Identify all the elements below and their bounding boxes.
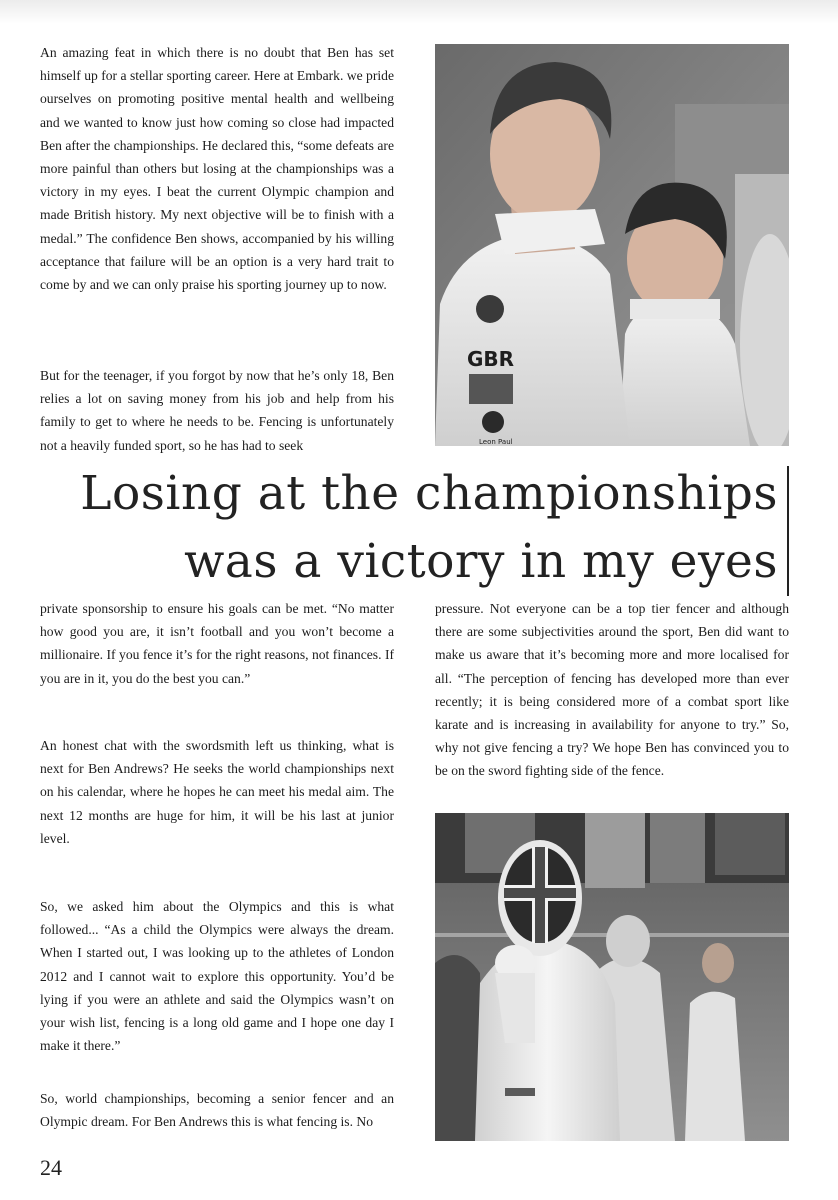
photo-fencers-portrait xyxy=(435,44,789,446)
article-paragraph-1: An amazing feat in which there is no doubt that Ben has set himself up for a stellar sporting career. Here at Embark. we pride ourselves on promoting positive mental health and wellbeing and we wanted to know just how coming so close had impacted Ben after the championships. He declared this, “some defeats are more painful than others but losing at the championships was a victory in my eyes. I beat the current Olympic champion and made British history. My next objective will be to finish with a medal.” The confidence Ben shows, accompanied by his willing acceptance that failure will be an option is a very hard trait to come by and we can only praise his sporting journey up to now. xyxy=(40,45,394,293)
photo-fencers-portrait-graphic xyxy=(435,44,789,446)
article-paragraph-5: So, we asked him about the Olympics and this is what followed... “As a child the Olympics were always the dream. When I started out, I was looking up to the athletes of London 2012 and I cannot wait to explore this opportunity. You’d be lying if you were an athlete and said the Olympics wasn’t on your wish list, fencing is a long old game and I hope one day I make it there.” xyxy=(40,899,394,1054)
photo-fencer-mask-graphic xyxy=(435,813,789,1141)
article-paragraph-2: But for the teenager, if you forgot by now that he’s only 18, Ben relies a lot on saving money from his job and help from his family to get to where he needs to be. Fencing is unfortunately not a heavily funded sport, so he has had to seek xyxy=(40,368,394,453)
article-paragraph-7: pressure. Not everyone can be a top tier fencer and although there are some subjectivities around the sport, Ben did want to make us aware that it’s becoming more and more localised for all. “The perception of fencing has developed more than ever recently; it is being considered more of a combat sport like karate and is increasing in availability for anyone to try.” So, why not give fencing a try? We hope Ben has convinced you to be on the sword fighting side of the fence. xyxy=(435,601,789,779)
article-paragraph-6: So, world championships, becoming a senior fencer and an Olympic dream. For Ben Andrews this is what fencing is. No xyxy=(40,1091,394,1130)
article-paragraph-4: An honest chat with the swordsmith left us thinking, what is next for Ben Andrews? He seeks the world championships next on his calendar, where he hopes he can meet his medal aim. The next 12 months are huge for him, it will be his last at junior level. xyxy=(40,738,394,846)
pull-quote-rule xyxy=(787,466,789,596)
photo-fencer-mask xyxy=(435,813,789,1141)
page-top-shadow xyxy=(0,0,838,24)
article-paragraph-3: private sponsorship to ensure his goals can be met. “No matter how good you are, it isn’t football and you won’t become a millionaire. If you fence it’s for the right reasons, not finances. If you are in it, you do the best you can.” xyxy=(40,601,394,686)
page-number: 24 xyxy=(40,1155,62,1180)
jacket-badge-text: Leon Paul xyxy=(479,438,513,446)
pull-quote-line-1: Losing at the championships xyxy=(80,466,778,521)
jacket-gbr-text: GBR xyxy=(467,347,515,371)
pull-quote-line-2: was a victory in my eyes xyxy=(184,534,778,589)
